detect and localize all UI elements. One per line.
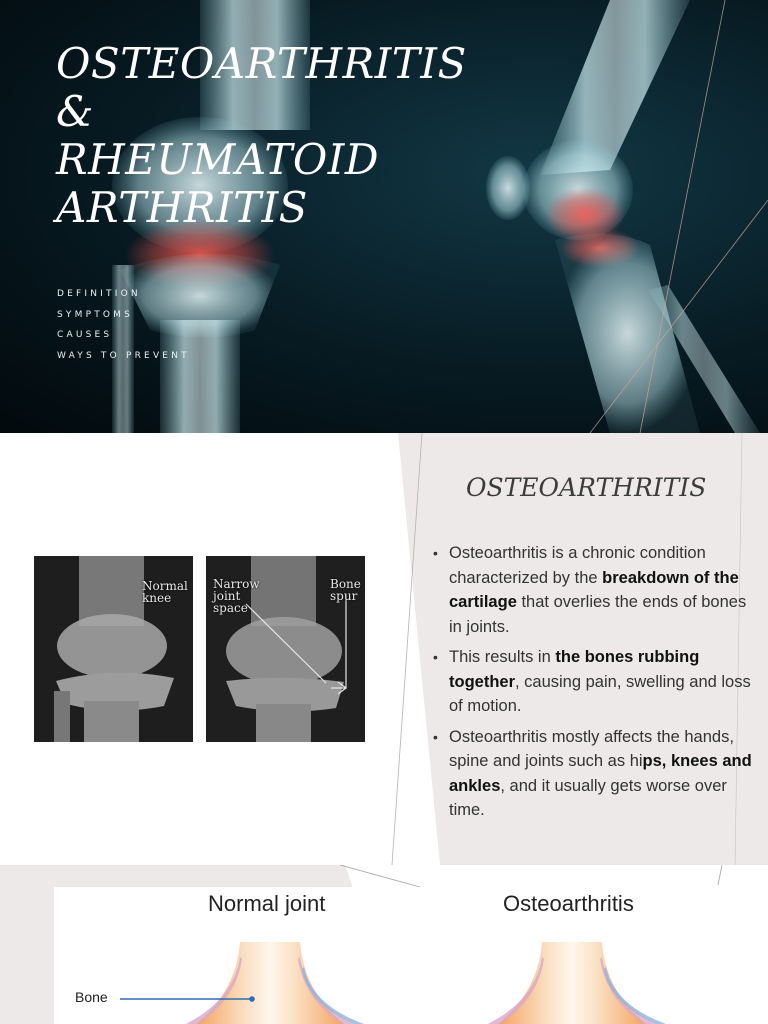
label-line: knee	[142, 591, 172, 605]
joint-illustration	[54, 887, 768, 1024]
decor-line	[718, 865, 722, 885]
title-line: OSTEOARTHRITIS	[56, 39, 467, 88]
label-line: Narrow	[213, 577, 260, 591]
toc-item-causes: CAUSES	[57, 330, 113, 340]
joint-comparison-diagram	[54, 887, 768, 1024]
toc-item-definition: DEFINITION	[57, 289, 141, 299]
narrow-joint-label	[213, 578, 260, 614]
title-line: ARTHRITIS	[56, 183, 308, 232]
bullet-text: This results in	[449, 648, 556, 666]
section-title: OSTEOARTHRITIS	[466, 473, 707, 502]
normal-joint-caption: Normal joint	[208, 891, 326, 916]
title-slide	[0, 0, 768, 433]
label-line: Bone	[330, 577, 361, 591]
joint-diagram-slide	[0, 865, 768, 1024]
label-line: spur	[330, 589, 358, 603]
normal-knee-xray	[34, 556, 193, 742]
bullet-text: Osteoarthritis is a chronic condition characterized by the	[449, 544, 706, 587]
bullet-emphasis: breakdown of the cartilage	[449, 568, 739, 611]
bullet-item	[433, 541, 763, 639]
patella-side	[486, 156, 530, 220]
label-line: joint	[213, 589, 241, 603]
title-line: RHEUMATOID	[56, 135, 380, 184]
bullet-text: , and it usually gets worse over time.	[449, 776, 727, 819]
normal-joint-bone	[196, 942, 344, 1024]
bone-label: Bone	[75, 989, 108, 1005]
title-line: &	[56, 87, 94, 136]
bullet-emphasis: ps, knees and ankles	[449, 752, 752, 795]
osteoarthritis-caption: Osteoarthritis	[503, 891, 634, 916]
table-of-contents	[57, 284, 190, 366]
toc-item-symptoms: SYMPTOMS	[57, 309, 134, 320]
bullet-text: , causing pain, swelling and loss of motion.	[449, 672, 751, 715]
bullet-item	[433, 725, 763, 823]
normal-knee-label	[142, 580, 188, 604]
bullet-text: Osteoarthritis mostly affects the hands, spine and joints such as hi	[449, 727, 734, 770]
bone-pointer-dot	[249, 996, 255, 1002]
osteoarthritis-slide	[0, 433, 768, 865]
bullet-text: that overlies the ends of bones in joints.	[449, 593, 747, 636]
bullet-item	[433, 645, 763, 719]
bullet-list	[433, 541, 763, 829]
bullet-emphasis: the bones rubbing together	[449, 648, 700, 691]
osteoarthritis-knee-xray	[206, 556, 365, 742]
slide-title	[56, 40, 467, 232]
label-line: space	[213, 601, 248, 615]
label-line: Normal	[142, 579, 188, 593]
bone-spur-label	[330, 578, 361, 602]
toc-item-ways-to-prevent: WAYS TO PREVENT	[57, 350, 190, 361]
decor-line	[340, 865, 420, 887]
oa-joint-bone	[498, 942, 646, 1024]
